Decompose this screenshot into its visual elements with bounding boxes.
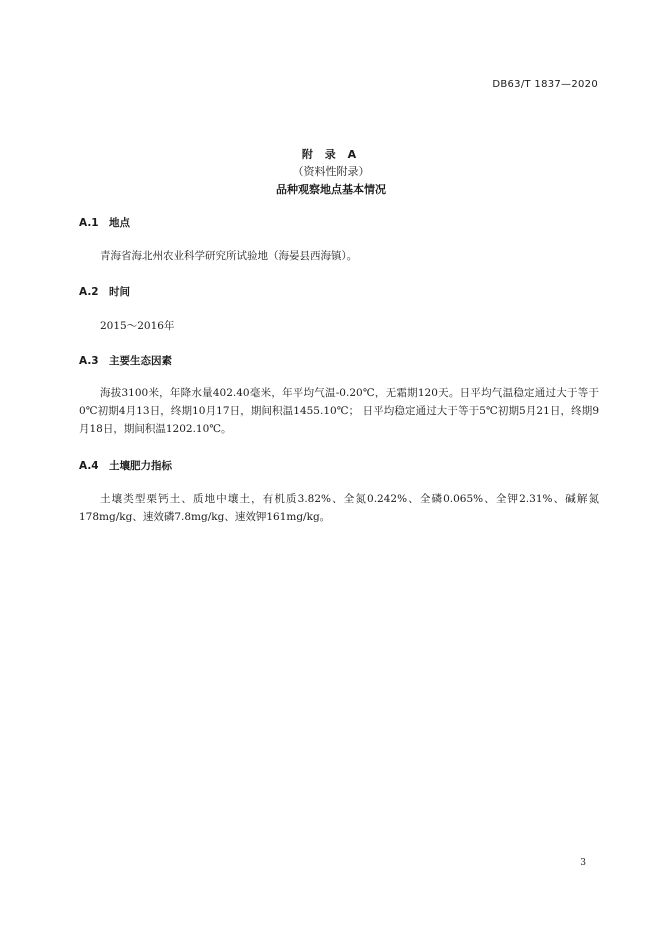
appendix-title: 附 录 A: [301, 148, 361, 161]
section-title-time: [79, 284, 130, 299]
appendix-heading: 品种观察地点基本情况: [276, 183, 386, 196]
section-number: A.4: [79, 460, 99, 472]
section-title-ecology: [79, 353, 172, 368]
section-number: A.2: [79, 286, 99, 298]
section-label: 地点: [109, 217, 130, 229]
section-text-time: 2015～2016年: [100, 320, 175, 332]
section-label: 土壤肥力指标: [109, 460, 172, 472]
section-title-location: [79, 215, 130, 230]
section-label: 时间: [109, 286, 130, 298]
section-text-location: 青海省海北州农业科学研究所试验地（海晏县西海镇）。: [100, 250, 358, 262]
section-label: 主要生态因素: [109, 355, 172, 367]
section-text-soil: 土壤类型栗钙土、质地中壤土，有机质3.82%、全氮0.242%、全磷0.065%、全钾2.31%、碱解氮178mg/kg、速效磷7.8mg/kg、速效钾161mg/kg。: [79, 493, 599, 523]
document-code: DB63/T 1837—2020: [492, 79, 598, 90]
page-number: 3: [580, 858, 586, 868]
section-number: A.1: [79, 217, 99, 229]
section-text-ecology: 海拔3100米，年降水量402.40毫米，年平均气温-0.20℃，无霜期120天。日平均气温稳定通过大于等于0℃初期4月13日，终期10月17日，期间积温1455.10℃； 日平均稳定通过大于等于5℃初期5月21日，终期9月18日，期间积温1202.10℃。: [79, 387, 599, 435]
appendix-subtitle: （资料性附录）: [292, 165, 370, 178]
section-number: A.3: [79, 355, 99, 367]
section-title-soil: [79, 458, 172, 473]
